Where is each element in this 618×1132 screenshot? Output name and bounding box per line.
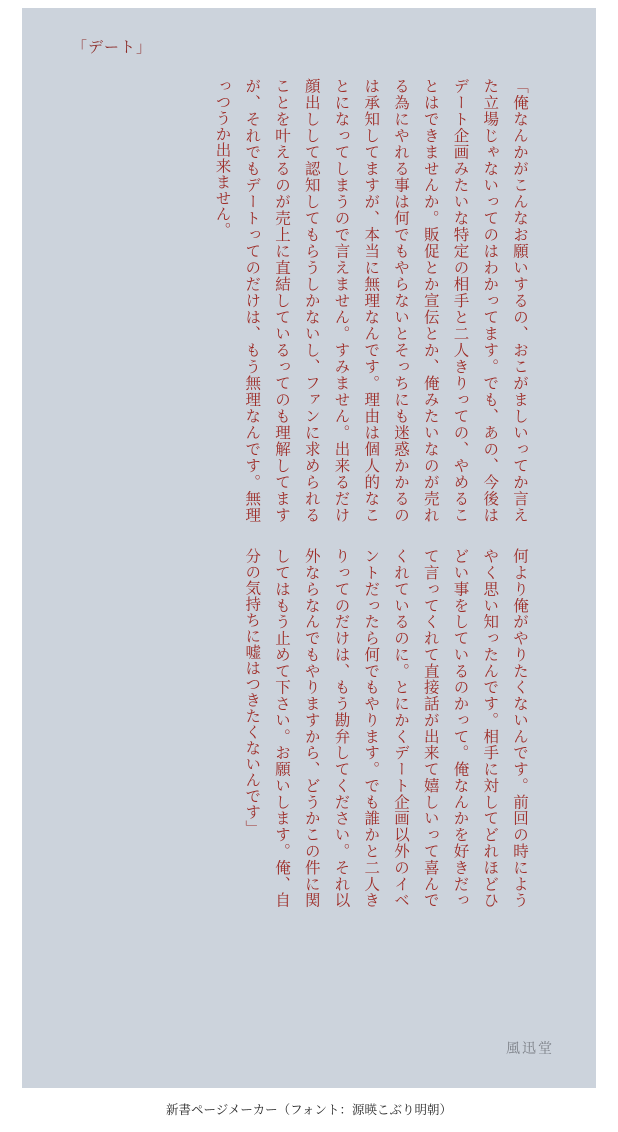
signature: 風迅堂: [506, 1042, 554, 1057]
body-text-block-two: 何より俺がやりたくないんです。前回の時にようやく思い知ったんです。相手に対してどれほどひどい事をしているのかって。俺なんかを好きだって言ってくれて直接話が出来て嬉しいって喜んでくれているのに。とにかくデート企画以外のイベントだったら何でもやります。でも誰かと二人きりってのだけは、もう勘弁してください。それ以外ならなんでもやりますから、どうかこの件に関してはもう止めて下さい。お願いします。俺、自分の気持ちに嘘はつきたくないんです」: [243, 548, 528, 908]
page-title: 「デート」: [72, 40, 153, 56]
paper-sheet: [22, 8, 596, 1088]
body-text-block-one: 「俺なんかがこんなお願いするの、おこがましいってか言えた立場じゃないってのはわかってます。でも、あの、今後はデート企画みたいな特定の相手と二人きりっての、やめることはできませんか。販促とか宣伝とか、俺みたいなのが売れる為にやれる事は何でもやらないとそっちにも迷惑かかるのは承知してますが、本当に無理なんです。理由は個人的なことになってしまうので言えません。すみません。出来るだけ顔出しして認知してもらうしかないし、ファンに求められることを叶えるのが売上に直結しているってのも理解してますが、それでもデートってのだけは、もう無理なんです。無理っつうか出来ません。: [213, 78, 528, 523]
footer-caption: 新書ページメーカー（フォント：源暎こぶり明朝）: [165, 1103, 452, 1117]
